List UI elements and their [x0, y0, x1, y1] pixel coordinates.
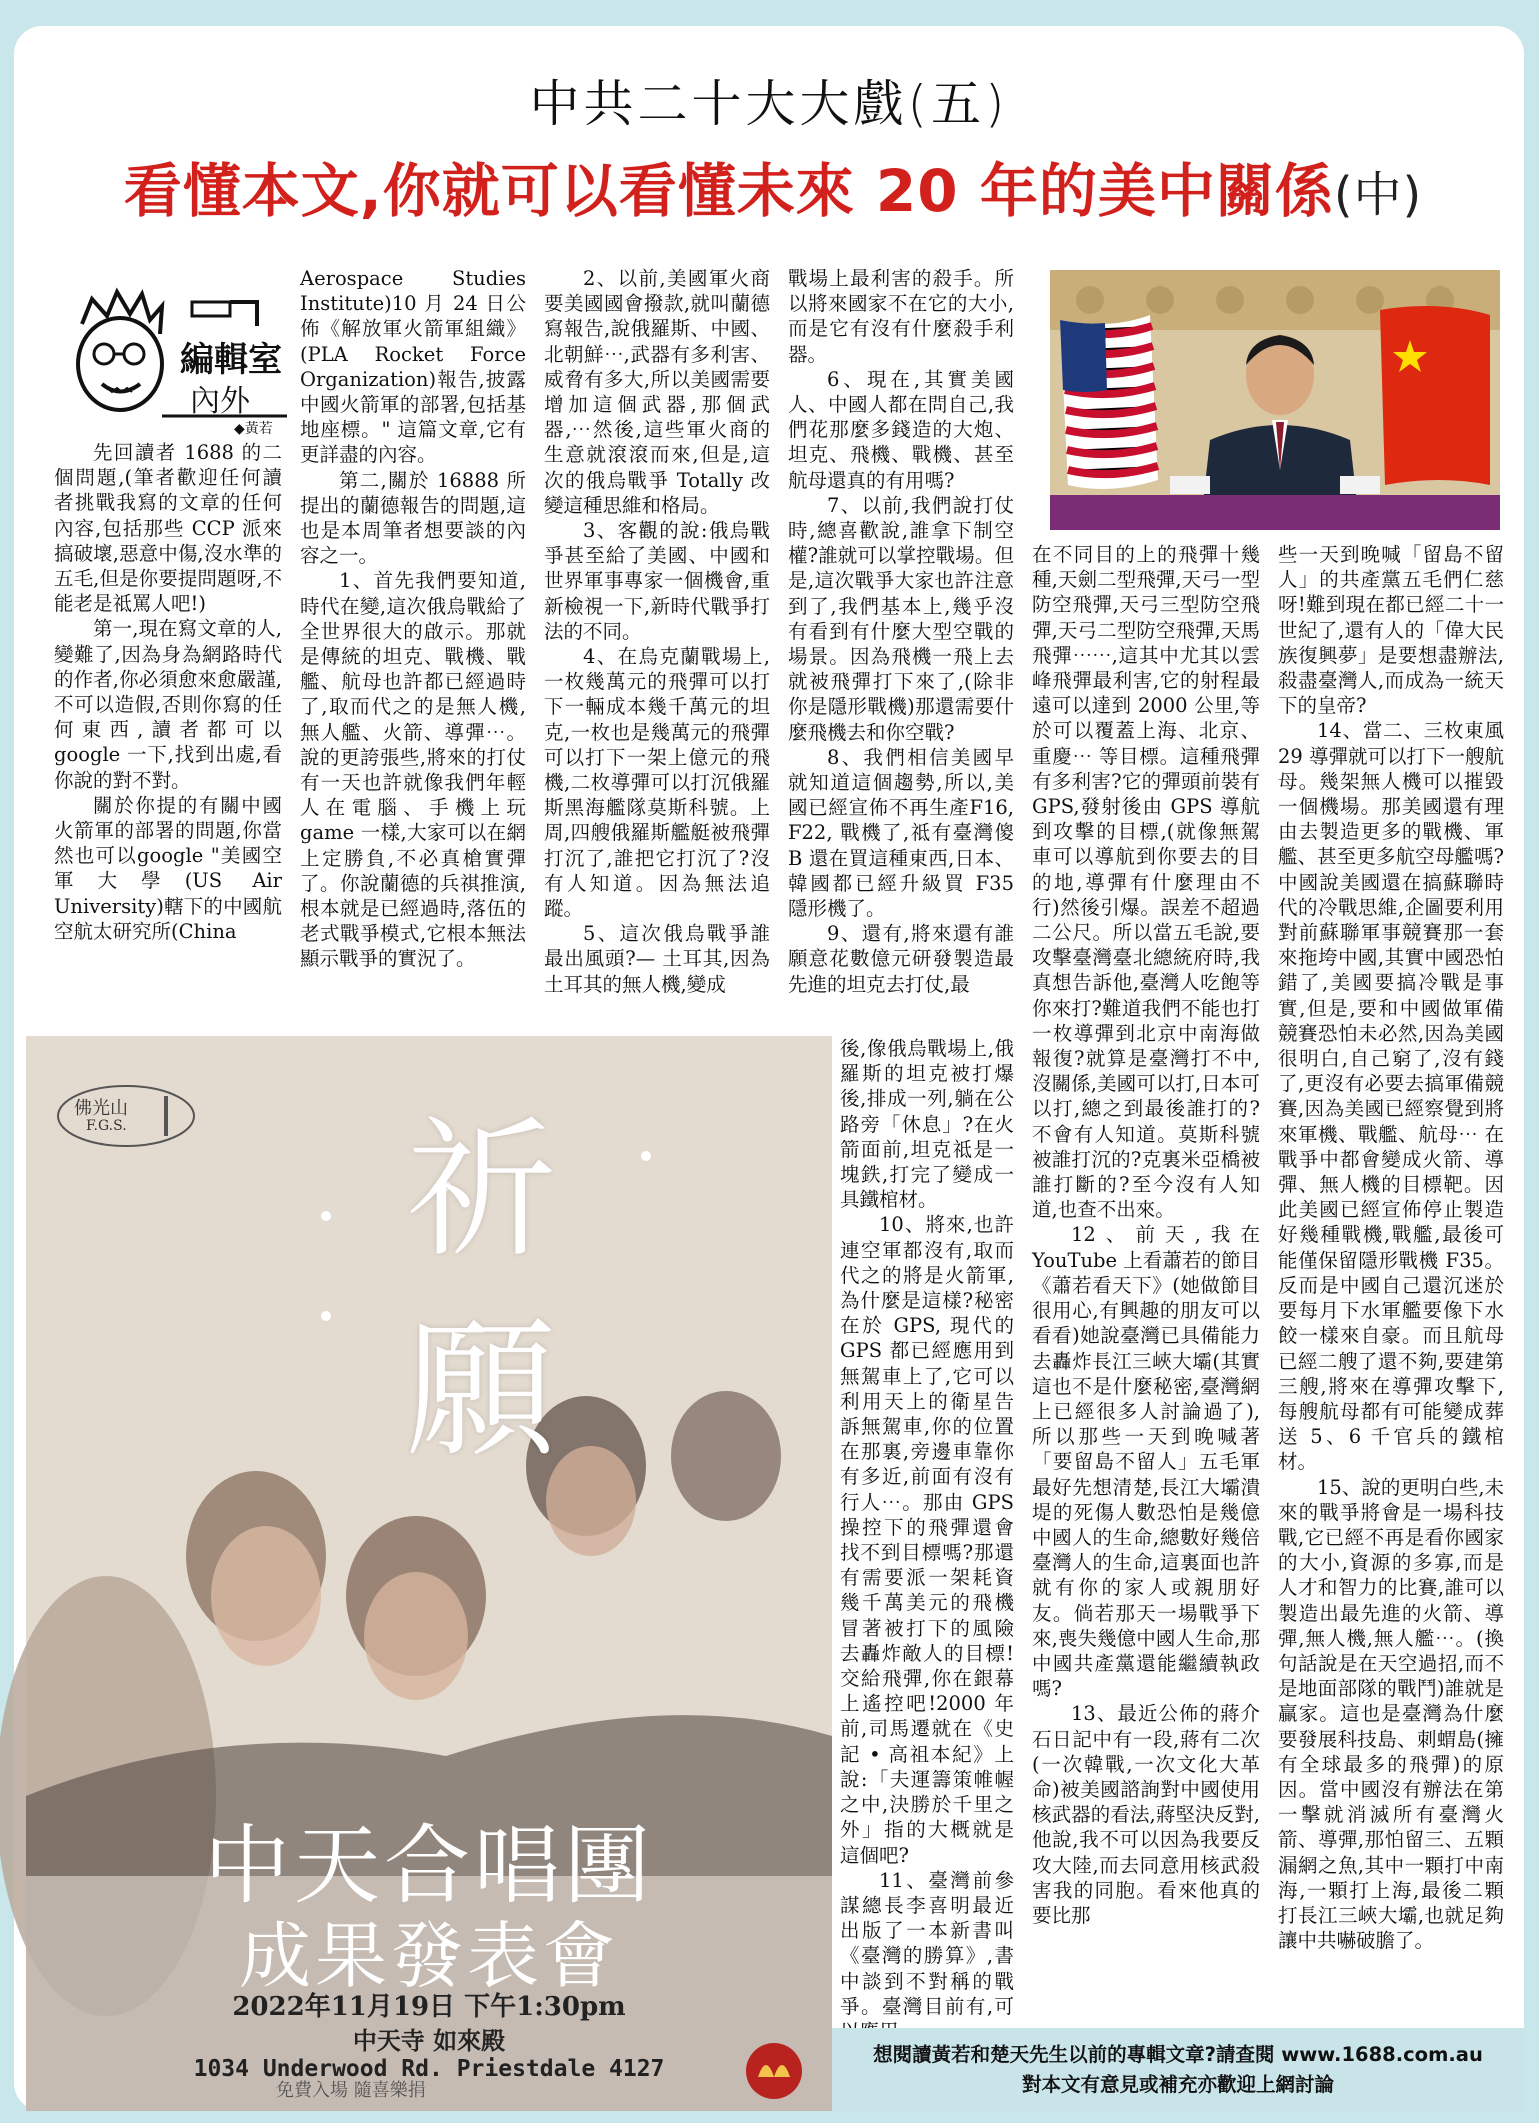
column-logo-title: 編輯室 — [180, 340, 282, 380]
paragraph: 在不同目的上的飛彈十幾種,天劍二型飛彈,天弓一型防空飛彈,天弓三型防空飛彈,天弓二型防空飛彈,天馬飛彈⋯⋯,這其中尤其以雲峰飛彈最利害,它的射程最遠可以達到 2000 公里,等於可以覆蓋上海、北京、重慶⋯ 等目標。這種飛彈有多利害?它的彈頭前裝有 GPS,發射後由 GPS 導航到攻擊的目標,(就像無駕車可以導航到你要去的目的地,導彈有什麼理由不行)然後引爆。誤差不超過二公尺。所以當五毛說,要攻擊臺灣臺北總統府時,我真想告訴他,臺灣人吃飽等你來打?難道我們不能也打一枚導彈到北京中南海做報復?就算是臺灣打不中,沒關係,美國可以打,日本可以打,總之到最後誰打的?不會有人知道。莫斯科號被誰打沉的?克裏米亞橋被誰打斷的?至今沒有人知道,也查不出來。 — [1032, 543, 1260, 1222]
paragraph: 14、當二、三枚東風29 導彈就可以打下一艘航母。幾架無人機可以摧毀一個機場。那美國還有理由去製造更多的戰機、軍艦、甚至更多航空母艦嗎?中國說美國還在搞蘇聯時代的冷戰思維,企圖要利用對前蘇聯軍事競賽那一套來拖垮中國,其實中國恐怕錯了,美國要搞冷戰是事實,但是,要和中國做軍備競賽恐怕未必然,因為美國很明白,自己窮了,沒有錢了,更沒有必要去搞軍備競賽,因為美國已經察覺到將來軍機、戰艦、航母⋯ 在戰爭中都會變成火箭、導彈、無人機的目標靶。因此美國已經宣佈停止製造好幾種戰機,戰艦,最後可能僅保留隱形戰機 F35。反而是中國自己還沉迷於要每月下水軍艦要像下水餃一樣來自豪。而且航母已經二艘了還不夠,要建第三艘,將來在導彈攻擊下,每艘航母都有可能變成葬送 5、6 千官兵的鐵棺材。 — [1278, 719, 1505, 1474]
paragraph: 7、以前,我們說打仗時,總喜歡說,誰拿下制空權?誰就可以掌控戰場。但是,這次戰爭大家也許注意到了,我們基本上,幾乎沒有看到有什麼大型空戰的場景。因為飛機一飛上去就被飛彈打下來了,(除非你是隱形戰機)那還需要什麼飛機去和你空戰? — [788, 493, 1014, 744]
paragraph: 8、我們相信美國早就知道這個趨勢,所以,美國已經宣佈不再生產F16, F22, 戰機了,祗有臺灣傻 B 還在買這種東西,日本、韓國都已經升級買 F35 隱形機了。 — [788, 745, 1014, 921]
paragraph: 第一,現在寫文章的人,變難了,因為身為網路時代的作者,你必須愈來愈嚴謹,不可以造假,否則你寫的任何東西,讀者都可以 google 一下,找到出處,看你說的對不對。 — [54, 617, 282, 792]
column-5 — [1032, 542, 1260, 2016]
poster-org-en: F.G.S. — [86, 1118, 127, 1134]
paragraph: 11、臺灣前參謀總長李喜明最近出版了一本新書叫《臺灣的勝算》,書中談到不對稱的戰爭。臺灣目前有,可 — [840, 1868, 1014, 2018]
column-1 — [54, 440, 282, 1032]
paragraph: 3、客觀的說:俄烏戰爭甚至給了美國、中國和世界軍事專家一個機會,重新檢視一下,新時代戰爭打法的不同。 — [544, 519, 770, 643]
paragraph: 9、還有,將來還有誰願意花數億元研發製造最先進的坦克去打仗,最 — [788, 922, 1014, 996]
poster-title-2: 願 — [406, 1304, 557, 1478]
paragraph: 2、以前,美國軍火商要美國國會撥款,就叫蘭德寫報告,說俄羅斯、中國、北朝鮮⋯,武器有多利害、威脅有多大,所以美國需要增加這個武器,那個武器,⋯然後,這些軍火商的生意就滾滾而來,但是,這次的俄烏戰爭 Totally 改變這種思維和格局。 — [544, 267, 770, 517]
footer-line-1: 想閱讀黃若和楚天先生以前的專輯文章?請查閱 www.1688.com.au — [873, 2043, 1483, 2066]
headline-part: (中) — [1333, 167, 1423, 223]
newspaper-page — [14, 26, 1524, 2111]
series-kicker: 中共二十大大戲(五) — [529, 75, 1009, 133]
poster-event-name: 成果發表會 — [238, 1914, 619, 1998]
column-logo — [62, 284, 292, 437]
paragraph: 13、最近公佈的蔣介石日記中有一段,蔣有二次(一次韓戰,一次文化大革命)被美國諮詢對中國使用核武器的看法,蔣堅決反對,他說,我不可以因為我要反攻大陸,而去同意用核武殺害我的同胞。看來他真的要比那 — [1032, 1702, 1260, 1927]
column-logo-subtitle: 內外 — [190, 384, 250, 419]
paragraph: 第二,關於 16888 所提出的蘭德報告的問題,這也是本周筆者想要談的內容之一。 — [300, 468, 526, 568]
headline-text: 看懂本文,你就可以看懂未來 20 年的美中關係 — [123, 157, 1334, 225]
column-4 — [788, 266, 1014, 1032]
photo-leader-with-flags — [1050, 270, 1500, 530]
poster-datetime: 2022年11月19日 下午1:30pm — [232, 1992, 626, 2022]
paragraph: 10、將來,也許連空軍都沒有,取而代之的將是火箭軍,為什麼是這樣?秘密在於 GPS, 現代的 GPS 都已經應用到無駕車上了,它可以利用天上的衛星告訴無駕車,你的位置在那裏,旁邊車靠你有多近,前面有沒有行人⋯。那由 GPS 操控下的飛彈還會找不到目標嗎?那還有需要派一架耗資幾千萬美元的飛機冒著被打下的風險去轟炸敵人的目標!交給飛彈,你在銀幕上遙控吧!2000 年前,司馬遷就在《史記 • 高祖本紀》上說:「夫運籌策帷幄之中,決勝於千里之外」指的大概就是這個吧? — [840, 1213, 1014, 1867]
paragraph: 先回讀者 1688 的二個問題,(筆者歡迎任何讀者挑戰我寫的文章的任何內容,包括那些 CCP 派來搞破壞,惡意中傷,沒水準的五毛,但是你要提問題呀,不能老是祗罵人吧!) — [54, 441, 282, 616]
headline — [38, 144, 1508, 228]
photo-illustration — [1050, 270, 1500, 530]
column-3 — [544, 266, 770, 1032]
footer-note — [832, 2028, 1524, 2111]
paragraph: 戰場上最利害的殺手。所以將來國家不在它的大小,而是它有沒有什麼殺手利器。 — [788, 267, 1014, 366]
paragraph: 5、這次俄烏戰爭誰最出風頭?— 土耳其,因為土耳其的無人機,變成 — [544, 922, 770, 996]
column-4-continued — [840, 1036, 1014, 2016]
poster-title-1: 祈 — [406, 1104, 557, 1278]
poster-address: 1034 Underwood Rd. Priestdale 4127 — [193, 2056, 665, 2082]
paragraph: 12、前天,我在 YouTube 上看蕭若的節目《蕭若看天下》(她做節目很用心,有興趣的朋友可以看看)她說臺灣已具備能力去轟炸長江三峽大壩(其實這也不是什麼秘密,臺灣網上已經很多人討論過了),所以那些一天到晚喊著「要留島不留人」五毛軍最好先想清楚,長江大壩潰堤的死傷人數恐怕是幾億中國人的生命,總數好幾倍臺灣人的生命,這裏面也許就有你的家人或親朋好友。倘若那天一場戰爭下來,喪失幾億中國人生命,那中國共產黨還能繼續執政嗎? — [1032, 1223, 1260, 1701]
author-mark: ◆黃若 — [234, 421, 273, 437]
paragraph: Aerospace Studies Institute)10 月 24 日公佈《解放軍火箭軍組織》(PLA Rocket Force Organization)報告,披露中國火箭軍的部署,包括基地座標。" 這篇文章,它有更詳盡的內容。 — [300, 267, 526, 467]
paragraph: 些一天到晚喊「留島不留人」的共產黨五毛們仁慈呀!難到現在都已經二十一世紀了,還有人的「偉大民族復興夢」是要想盡辦法,殺盡臺灣人,而成為一統天下的皇帝? — [1278, 543, 1504, 718]
paragraph: 後,像俄烏戰場上,俄羅斯的坦克被打爆後,排成一列,躺在公路旁「休息」?在火箭面前,坦克祗是一塊鉄,打完了變成一具鐵棺材。 — [840, 1037, 1014, 1212]
column-2 — [300, 266, 526, 1032]
poster-venue: 中天寺 如來殿 — [352, 2026, 506, 2055]
poster-choir-name: 中天合唱團 — [204, 1816, 654, 1916]
poster-org: 佛光山 — [74, 1098, 128, 1119]
paragraph: 15、說的更明白些,未來的戰爭將會是一場科技戰,它已經不再是看你國家的大小,資源的多寡,而是人才和智力的比賽,誰可以製造出最先進的火箭、導彈,無人機,無人艦⋯。(換句話說是在天空過招,而不是地面部隊的戰鬥)誰就是贏家。這也是臺灣為什麼要發展科技島、刺蝟島(擁有全球最多的飛彈)的原因。當中國沒有辦法在第一擊就消滅所有臺灣火箭、導彈,那怕留三、五顆漏網之魚,其中一顆打中南海,一顆打上海,最後二顆打長江三峽大壩,也就足夠讓中共嚇破膽了。 — [1278, 1475, 1505, 1953]
footer-line-2: 對本文有意見或補充亦歡迎上網討論 — [1021, 2073, 1334, 2096]
column-6 — [1278, 542, 1504, 2016]
choir-concert-poster — [26, 1036, 832, 2111]
paragraph: 關於你提的有關中國火箭軍的部署的問題,你當然也可以google "美國空軍大學(US Air University)轄下的中國航空航太研究所(China — [54, 793, 282, 943]
paragraph: 6、現在,其實美國人、中國人都在問自己,我們花那麼多錢造的大炮、坦克、飛機、戰機、甚至航母還真的有用嗎? — [788, 367, 1014, 492]
paragraph: 1、首先我們要知道,時代在變,這次俄烏戰給了全世界很大的啟示。那就是傳統的坦克、戰機、戰艦、航母也許都已經過時了,取而代之的是無人機,無人艦、火箭、導彈⋯。說的更誇張些,將來的打仗有一天也許就像我們年輕人在電腦、手機上玩 game 一樣,大家可以在網上定勝負,不必真槍實彈了。你說蘭德的兵祺推演,根本就是已經過時,落伍的老式戰爭模式,它根本無法顯示戰爭的實況了。 — [300, 569, 526, 971]
paragraph: 4、在烏克蘭戰場上,一枚幾萬元的飛彈可以打下一輛成本幾千萬元的坦克,一枚也是幾萬元的飛彈可以打下一架上億元的飛機,二枚導彈可以打沉俄羅斯黑海艦隊莫斯科號。上周,四艘俄羅斯艦艇被飛彈打沉了,誰把它打沉了?沒有人知道。因為無法追蹤。 — [544, 645, 770, 921]
poster-free-entry: 免費入場 隨喜樂捐 — [276, 2080, 426, 2101]
